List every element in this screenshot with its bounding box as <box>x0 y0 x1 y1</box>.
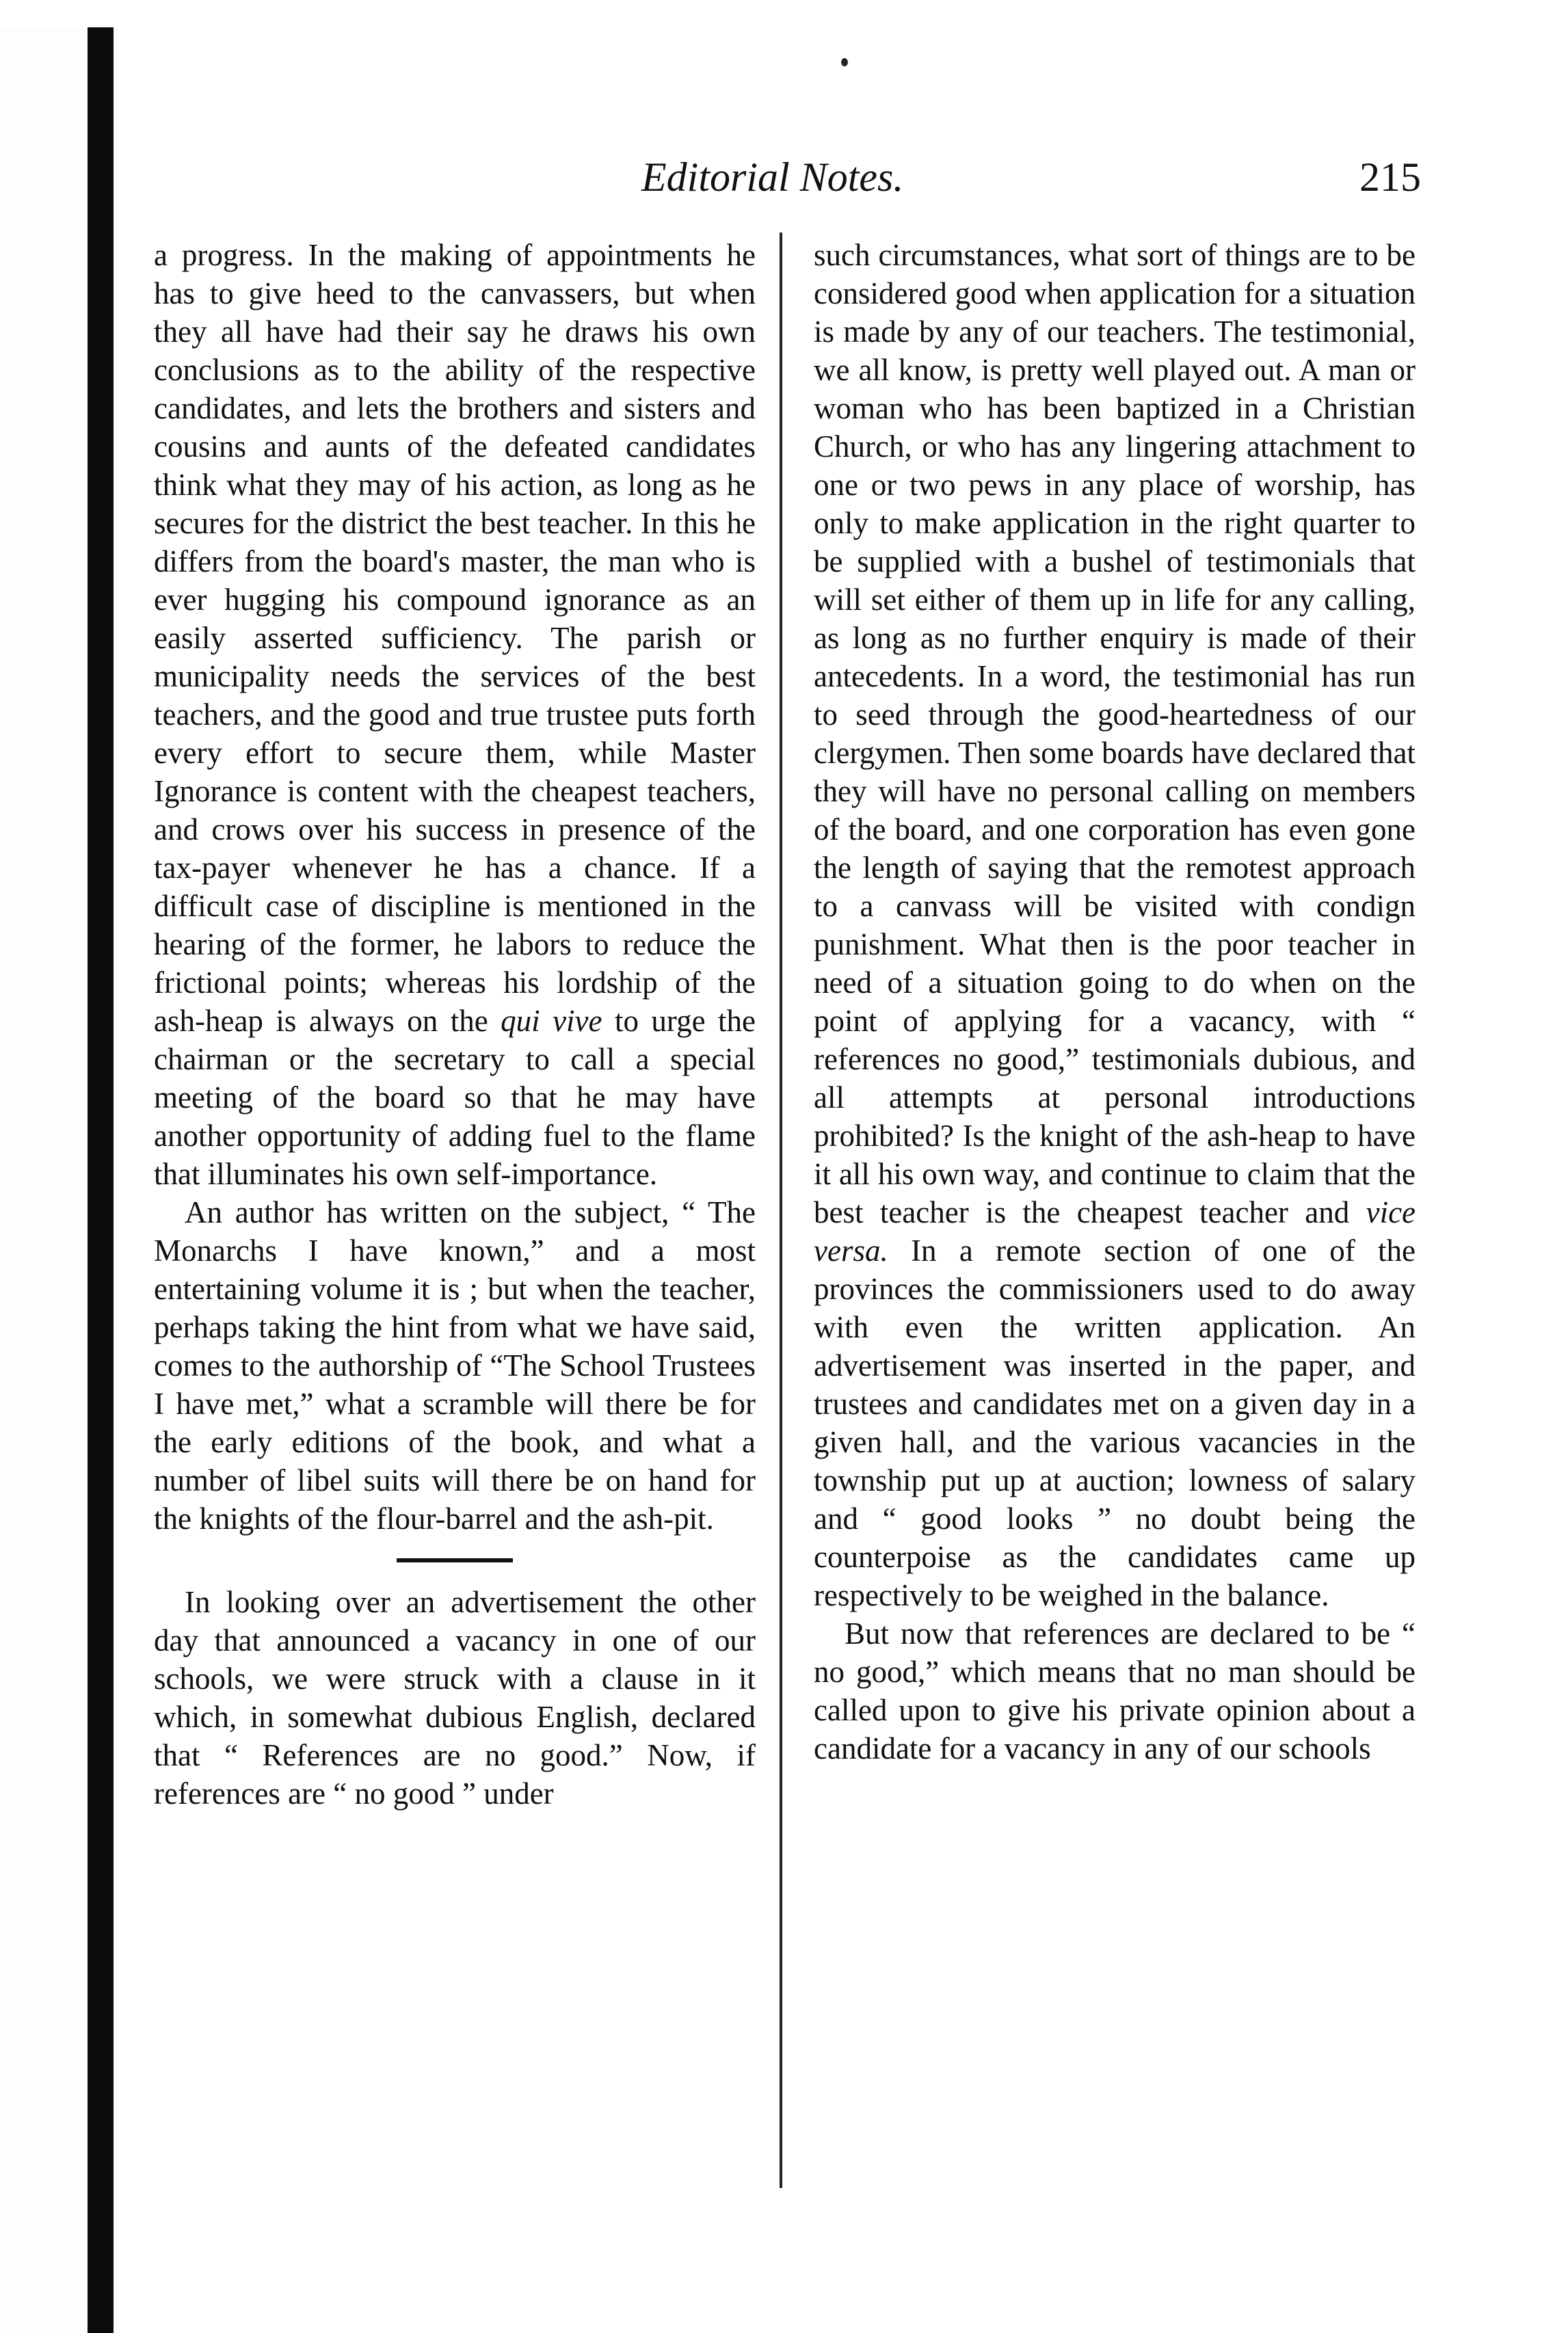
binding-edge <box>88 27 114 2333</box>
page-header <box>156 140 1421 209</box>
section-divider <box>397 1558 513 1562</box>
italic-phrase: vice versa. <box>814 1195 1416 1268</box>
italic-phrase: qui vive <box>501 1004 602 1038</box>
page-number: 215 <box>1359 155 1421 200</box>
paragraph: But now that references are declared to be “ no good,” which means that no man should be called upon to give his private opinion about a candidate for a vacancy in any of our schools <box>814 1616 1416 1765</box>
paragraph-text: to urge the chairman or the secretary to call a special meeting of the board so that he may have another opportunity of adding fuel to the flame that illuminates his own self-importance. <box>154 1004 756 1191</box>
paragraph-text: such circumstances, what sort of things are to be considered good when application for a situation is made by any of our teachers. The testimonial, we all know, is pretty well played out. A man or woman who has been baptized in a Christian Church, or who has any lingering attachment to one or two pews in any place of worship, has only to make application in the right quarter to be supplied with a bushel of testimonials that will set either of them up in life for any calling, as long as no further enquiry is made of their antecedents. In a word, the testimonial has run to seed through the good-heartedness of our clergymen. Then some boards have declared that they will have no personal calling on members of the board, and one corporation has even gone the length of saying that the remotest approach to a canvass will be visited with condign punishment. What then is the poor teacher in need of a situation going to do when on the point of applying for a vacancy, with “ references no good,” testimonials dubious, and all attempts at personal introductions prohibited? Is the knight of the ash-heap to have it all his own way, and continue to claim that the best teacher is the cheapest teacher and <box>814 238 1416 1229</box>
paragraph: An author has written on the subject, “ The Monarchs I have known,” and a most entertaining volume it is ; but when the teacher, perhaps taking the hint from what we have said, comes to the authorship of “The School Trustees I have met,” what a scramble will there be for the early editions of the book, and what a number of libel suits will there be on hand for the knights of the flour-barrel and the ash-pit. <box>154 1195 756 1536</box>
paragraph: In looking over an advertisement the other day that announced a vacancy in one of our schools, we were struck with a clause in it which, in somewhat dubious English, declared that “ References are no good.” Now, if references are “ no good ” under <box>154 1585 756 1811</box>
column-rule <box>780 232 782 2188</box>
paragraph-text: a progress. In the making of appointments he has to give heed to the canvassers, but when they all have had their say he draws his own conclusions as to the ability of the respective candidates, and lets the brothers and sisters and cousins and aunts of the defeated candidates think what they may of his action, as long as he secures for the district the best teacher. In this he differs from the board's master, the man who is ever hugging his compound ignorance as an easily asserted sufficiency. The parish or municipality needs the services of the best teachers, and the good and true trustee puts forth every effort to secure them, while Master Ignorance is content with the cheapest teachers, and crows over his success in presence of the tax-payer whenever he has a chance. If a difficult case of discipline is mentioned in the hearing of the former, he labors to reduce the frictional points; whereas his lordship of the ash-heap is always on the <box>154 238 756 1038</box>
right-column <box>814 236 1416 1768</box>
left-column <box>154 236 756 1813</box>
paragraph-text: In a remote section of one of the provinces the commissioners used to do away with even the written application. An advertisement was inserted in the paper, and trustees and candidates met on a given day in a given hall, and the various vacancies in the township put up at auction; lowness of salary and “ good looks ” no doubt being the counterpoise as the candidates came up respectively to be weighed in the balance. <box>814 1234 1416 1612</box>
paragraph <box>154 236 756 1193</box>
running-title: Editorial Notes. <box>641 155 904 200</box>
ink-speck <box>841 58 848 66</box>
paragraph <box>814 236 1416 1614</box>
